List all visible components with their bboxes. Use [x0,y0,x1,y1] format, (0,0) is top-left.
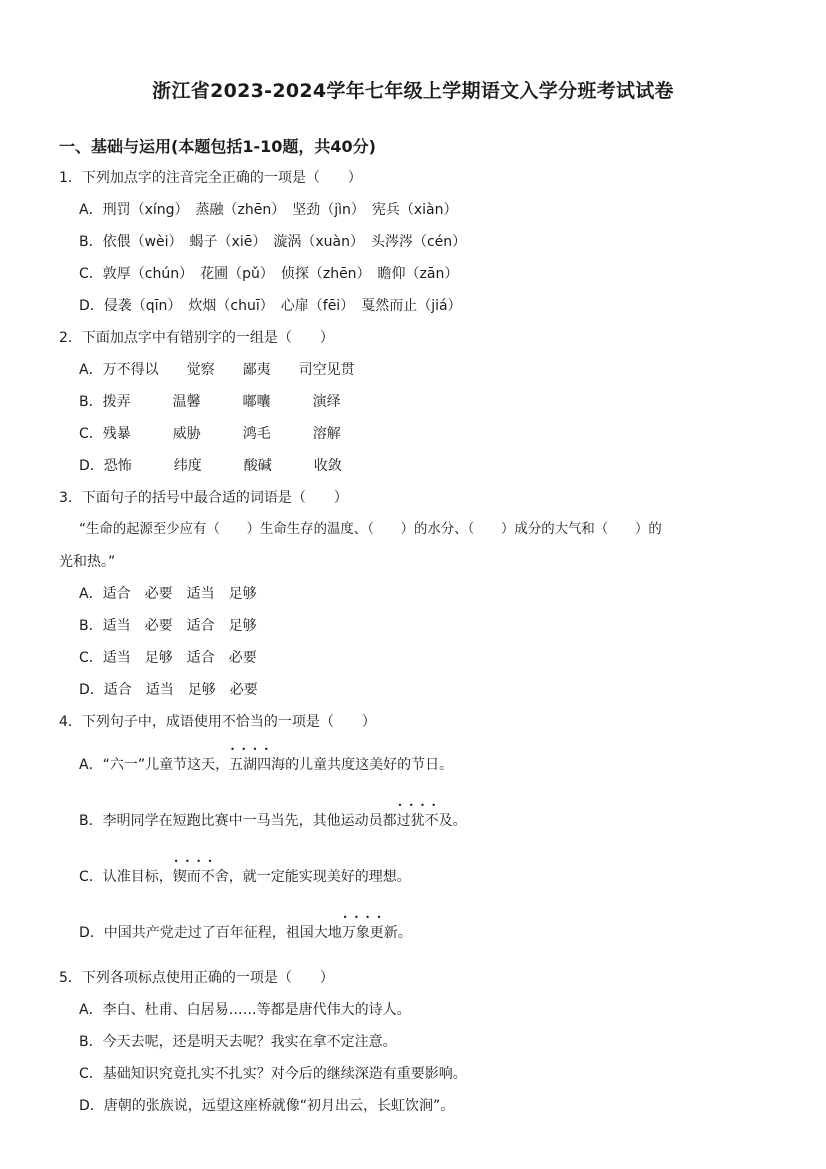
question-2-option-c: C．残暴 威胁 鸿毛 溶解 [79,426,341,442]
exam-title: 浙江省2023-2024学年七年级上学期语文入学分班考试试卷 [152,80,674,102]
question-1-option-b: B．依偎（wèi） 蝎子（xiē） 漩涡（xuàn） 头涔涔（cén） [79,234,467,250]
option-text: C．认准目标， [79,869,173,885]
emphasis-dotted-idiom: • • 五湖四海 [229,755,285,775]
question-4-option-a [79,755,453,775]
question-2-option-d: D．恐怖 纬度 酸碱 收敛 [79,458,342,474]
option-text: D．中国共产党走过了百年征程，祖国大地 [79,925,342,941]
question-2-option-b: B．拨弄 温馨 嘟囔 演绎 [79,394,341,410]
question-1-option-c: C．敦厚（chún） 花圃（pǔ） 侦探（zhēn） 瞻仰（zān） [79,266,459,282]
emphasis-dotted-idiom: • • 万象更新 [342,923,398,943]
question-5-option-a: A．李白、杜甫、白居易……等都是唐代伟大的诗人。 [79,1002,411,1018]
option-text: 。 [452,813,467,829]
question-2-option-a: A．万不得以 觉察 鄙夷 司空见贯 [79,362,355,378]
question-5-stem: 5．下列各项标点使用正确的一项是（ ） [59,970,334,986]
option-text: ，就一定能实现美好的理想。 [228,869,411,885]
question-5-option-d: D．唐朝的张族说，远望这座桥就像“初月出云，长虹饮涧”。 [79,1098,455,1114]
option-text: A．“六一”儿童节这天， [79,757,230,773]
section-heading: 一、基础与运用(本题包括1-10题，共40分) [59,137,376,156]
question-3-option-a: A．适合 必要 适当 足够 [79,586,257,602]
question-5-option-c: C．基础知识究竟扎实不扎实？对今后的继续深造有重要影响。 [79,1066,467,1082]
question-4-option-c [79,867,411,887]
question-4-option-b [79,811,467,831]
question-3-passage-line-1: “生命的起源至少应有（ ）生命生存的温度、（ ）的水分、（ ）成分的大气和（ ）的 [79,522,662,537]
question-1-stem: 1．下列加点字的注音完全正确的一项是（ ） [59,170,362,186]
question-5-option-b: B．今天去呢，还是明天去呢？我实在拿不定注意。 [79,1034,397,1050]
option-text: B．李明同学在短跑比赛中一马当先，其他运动员都 [79,813,397,829]
emphasis-dotted-idiom: • • 锲而不舍 [173,867,229,887]
question-3-option-c: C．适当 足够 适合 必要 [79,650,257,666]
emphasis-dotted-idiom: • • 过犹不及 [397,811,453,831]
question-2-stem: 2．下面加点字中有错别字的一组是（ ） [59,330,334,346]
question-3-option-b: B．适当 必要 适合 足够 [79,618,257,634]
question-3-passage-line-2: 光和热。” [59,554,116,570]
question-3-stem: 3．下面句子的括号中最合适的词语是（ ） [59,490,348,506]
question-3-option-d: D．适合 适当 足够 必要 [79,682,258,698]
option-text: 的儿童共度这美好的节日。 [285,757,454,773]
question-4-stem: 4．下列句子中，成语使用不恰当的一项是（ ） [59,714,376,730]
question-1-option-d: D．侵袭（qīn） 炊烟（chuī） 心扉（fēi） 戛然而止（jiá） [79,298,462,314]
question-4-option-d [79,923,412,943]
option-text: 。 [397,925,412,941]
question-1-option-a: A．刑罚（xíng） 蒸融（zhēn） 坚劲（jìn） 宪兵（xiàn） [79,202,458,218]
